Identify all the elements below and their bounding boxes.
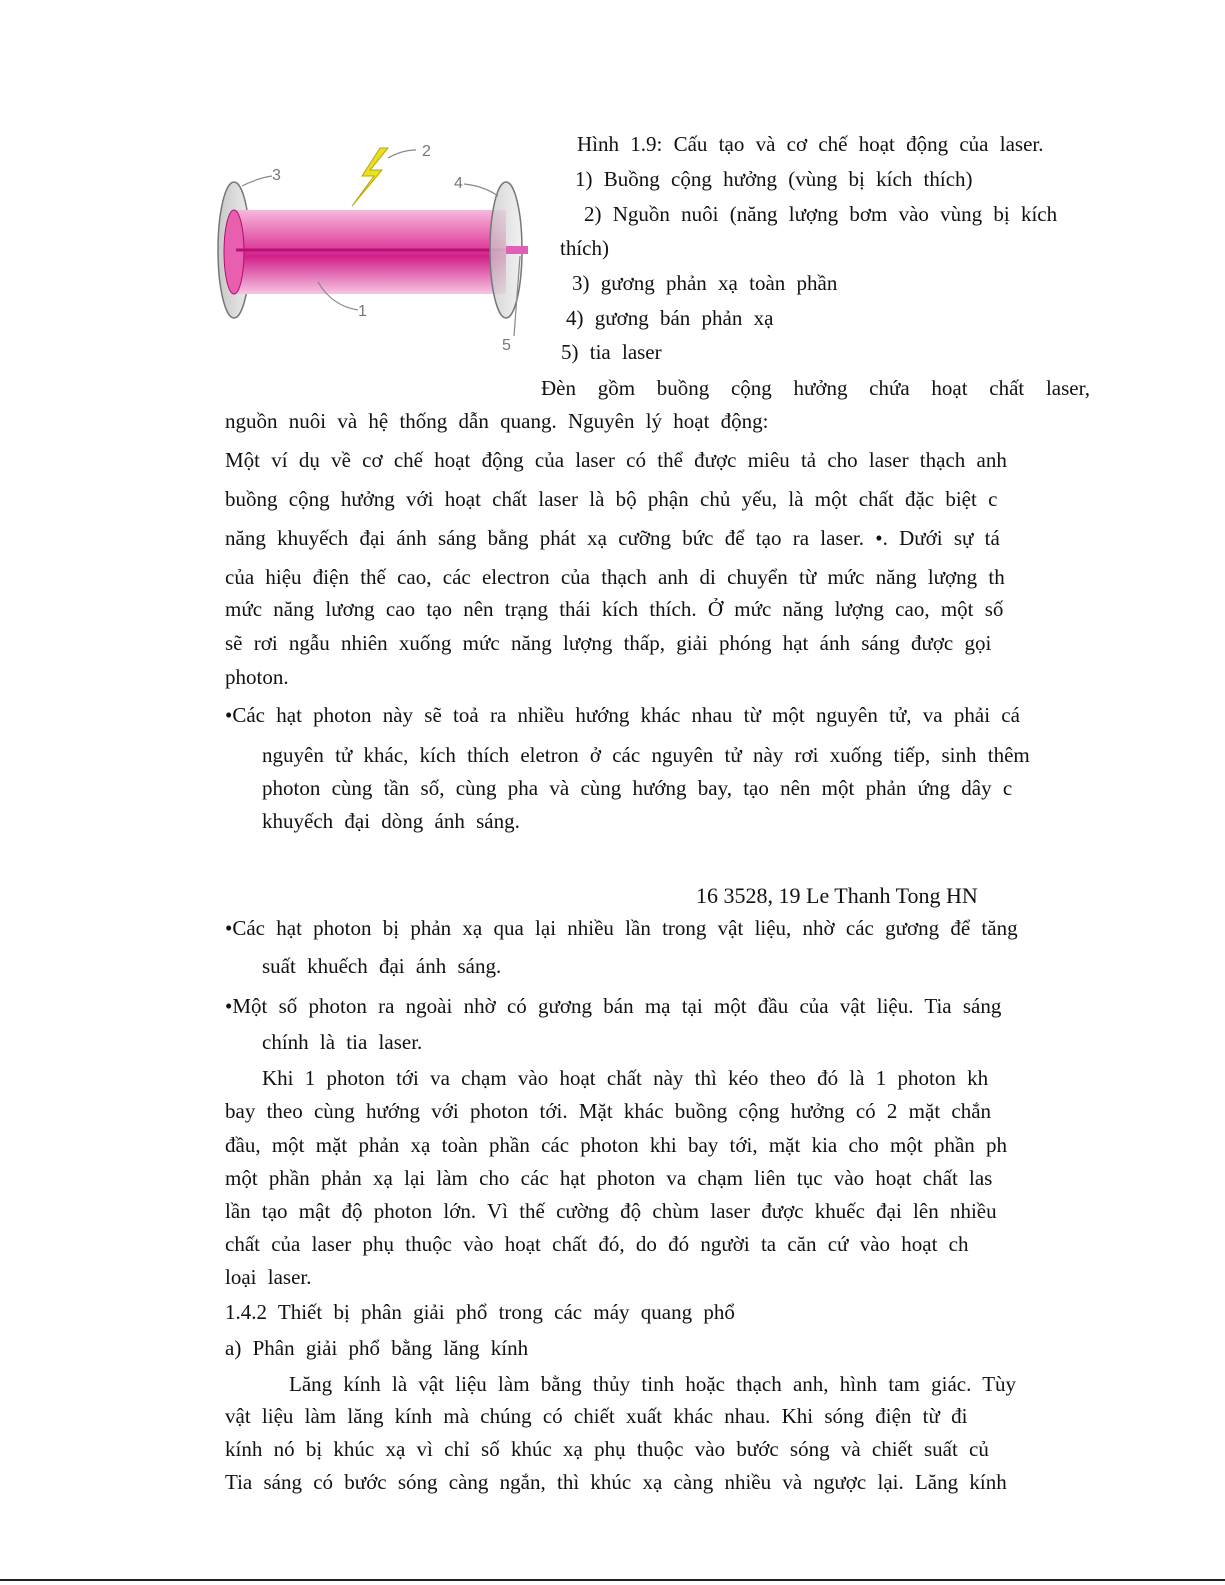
- para1-line-7: photon.: [225, 665, 289, 689]
- lightning-bolt-icon: [352, 148, 388, 206]
- bullet2-line-1: •Các hạt photon bị phản xạ qua lại nhiều lần trong vật liệu, nhờ các gương để tăng: [225, 916, 1018, 940]
- figure-label-4: 4: [454, 175, 463, 192]
- bullet3-line-2: chính là tia laser.: [262, 1030, 423, 1054]
- para3-line-3: kính nó bị khúc xạ vì chỉ số khúc xạ phụ thuộc vào bước sóng và chiết suất củ: [225, 1437, 989, 1461]
- para1-line-5: mức năng lương cao tạo nên trạng thái kích thích. Ở mức năng lượng cao, một số: [225, 597, 1004, 621]
- bullet2-line-2: suất khuếch đại ánh sáng.: [262, 954, 502, 978]
- resonator-tube-end: [224, 210, 244, 294]
- caption-item-5: 5) tia laser: [561, 340, 662, 364]
- para2-line-6: chất của laser phụ thuộc vào hoạt chất đó, do đó người ta căn cứ vào hoạt ch: [225, 1232, 969, 1256]
- para3-line-4: Tia sáng có bước sóng càng ngắn, thì khúc xạ càng nhiều và ngược lại. Lăng kính: [225, 1470, 1007, 1494]
- figure-label-3: 3: [272, 167, 281, 184]
- para2-line-1: Khi 1 photon tới va chạm vào hoạt chất này thì kéo theo đó là 1 photon kh: [262, 1066, 989, 1090]
- caption-item-2-cont: thích): [560, 236, 609, 260]
- laser-diagram-figure: [212, 134, 542, 366]
- caption-item-1: 1) Buồng cộng hưởng (vùng bị kích thích): [575, 167, 973, 191]
- para2-line-3: đầu, một mặt phản xạ toàn phần các photon khi bay tới, mặt kia cho một phần ph: [225, 1133, 1008, 1157]
- para3-line-1: Lăng kính là vật liệu làm bằng thủy tinh hoặc thạch anh, hình tam giác. Tùy: [289, 1372, 1017, 1396]
- bullet1-line-4: khuyếch đại dòng ánh sáng.: [262, 809, 520, 833]
- para1-line-1: Một ví dụ về cơ chế hoạt động của laser có thể được miêu tả cho laser thạch anh: [225, 448, 1007, 472]
- figure-label-1: 1: [358, 303, 367, 320]
- page-bottom-rule: [0, 1579, 1225, 1581]
- para2-line-4: một phần phản xạ lại làm cho các hạt photon va chạm liên tục vào hoạt chất las: [225, 1166, 993, 1190]
- intro-line-2: nguồn nuôi và hệ thống dẫn quang. Nguyên lý hoạt động:: [225, 409, 769, 433]
- caption-item-2: 2) Nguồn nuôi (năng lượng bơm vào vùng bị kích: [584, 202, 1058, 226]
- address-note: 16 3528, 19 Le Thanh Tong HN: [696, 883, 978, 908]
- figure-label-2: 2: [422, 143, 431, 160]
- resonator-tube: [234, 210, 506, 294]
- bullet1-line-3: photon cùng tần số, cùng pha và cùng hướng bay, tạo nên một phản ứng dây c: [262, 776, 1013, 800]
- bullet3-line-1: •Một số photon ra ngoài nhờ có gương bán mạ tại một đầu của vật liệu. Tia sáng: [225, 994, 1002, 1018]
- leader-line-3: [242, 176, 272, 186]
- bullet1-line-2: nguyên tử khác, kích thích eletron ở các nguyên tử này rơi xuống tiếp, sinh thêm: [262, 743, 1030, 767]
- caption-item-3: 3) gương phản xạ toàn phần: [572, 271, 838, 295]
- caption-item-4: 4) gương bán phản xạ: [566, 306, 774, 330]
- para2-line-5: lần tạo mật độ photon lớn. Vì thế cường độ chùm laser được khuếc đại lên nhiều: [225, 1199, 997, 1223]
- leader-line-4: [464, 184, 498, 196]
- section-heading-1-4-2: 1.4.2 Thiết bị phân giải phổ trong các máy quang phổ: [225, 1300, 735, 1324]
- para2-line-2: bay theo cùng hướng với photon tới. Mặt khác buồng cộng hưởng có 2 mặt chắn: [225, 1099, 992, 1123]
- figure-caption-title: Hình 1.9: Cấu tạo và cơ chế hoạt động của laser.: [577, 132, 1044, 156]
- leader-line-2: [388, 150, 416, 158]
- subsection-heading-a: a) Phân giải phổ bằng lăng kính: [225, 1336, 529, 1360]
- para1-line-4: của hiệu điện thế cao, các electron của thạch anh di chuyển từ mức năng lượng th: [225, 565, 1005, 589]
- para1-line-6: sẽ rơi ngẫu nhiên xuống mức năng lượng thấp, giải phóng hạt ánh sáng được gọi: [225, 631, 992, 655]
- intro-line-1: Đèn gồm buồng cộng hưởng chứa hoạt chất laser,: [541, 376, 1090, 400]
- bullet1-line-1: •Các hạt photon này sẽ toả ra nhiều hướng khác nhau từ một nguyên tử, va phải cá: [225, 703, 1020, 727]
- para1-line-3: năng khuyếch đại ánh sáng bằng phát xạ cưỡng bức để tạo ra laser. •. Dưới sự tá: [225, 526, 1000, 550]
- laser-beam: [506, 246, 528, 254]
- para3-line-2: vật liệu làm lăng kính mà chúng có chiết xuất khác nhau. Khi sóng điện từ đi: [225, 1404, 968, 1428]
- para1-line-2: buồng cộng hưởng với hoạt chất laser là bộ phận chủ yếu, là một chất đặc biệt c: [225, 487, 998, 511]
- para2-line-7: loại laser.: [225, 1265, 312, 1289]
- figure-label-5: 5: [502, 337, 511, 354]
